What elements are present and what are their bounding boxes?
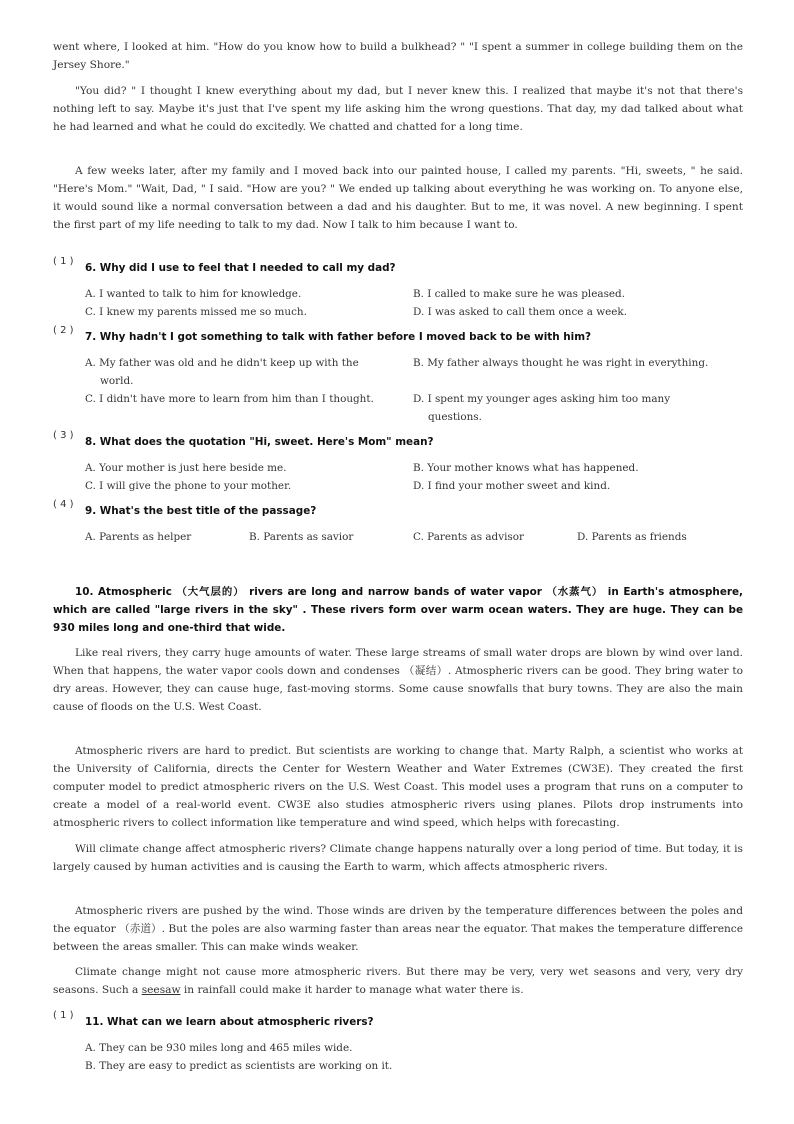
- passage1-paragraph-2: "You did? " I thought I knew everything about my dad, but I never knew this. I realized that maybe it's not that there's nothing left to say. Maybe it's just that I've spent my life asking him the wrong questions. That day, my dad talked about what he had learned and what he could do excitedly. We chatted and chatted for a long time.: [53, 85, 743, 133]
- question-8-option-d[interactable]: D. I find your mother sweet and kind.: [413, 480, 611, 492]
- question-6-option-d[interactable]: D. I was asked to call them once a week.: [413, 306, 628, 318]
- question-11-option-a[interactable]: A. They can be 930 miles long and 465 miles wide.: [85, 1042, 353, 1054]
- question-number: ( 1 ): [53, 256, 74, 267]
- passage2-paragraph-3: Will climate change affect atmospheric rivers? Climate change happens naturally over a long period of time. But today, it is largely caused by human activities and is causing the Earth to warm, which affects atmospheric rivers.: [53, 843, 743, 873]
- question-number: ( 3 ): [53, 430, 74, 441]
- question-7-text: 7. Why hadn't I got something to talk with father before I moved back to be with him?: [85, 331, 592, 343]
- question-number: ( 4 ): [53, 499, 74, 510]
- question-11-option-b[interactable]: B. They are easy to predict as scientists are working on it.: [85, 1060, 393, 1072]
- question-9-text: 9. What's the best title of the passage?: [85, 505, 317, 517]
- underlined-word: seesaw: [141, 984, 181, 996]
- question-9-option-b[interactable]: B. Parents as savior: [249, 531, 354, 543]
- question-number: ( 2 ): [53, 325, 74, 336]
- question-8-option-c[interactable]: C. I will give the phone to your mother.: [85, 480, 292, 492]
- question-8-option-a[interactable]: A. Your mother is just here beside me.: [85, 462, 287, 474]
- question-7-option-b[interactable]: B. My father always thought he was right in everything.: [413, 357, 709, 369]
- question-6-option-b[interactable]: B. I called to make sure he was pleased.: [413, 288, 626, 300]
- question-7-option-c[interactable]: C. I didn't have more to learn from him than I thought.: [85, 393, 374, 405]
- paragraph-text: in rainfall could make it harder to manage what water there is.: [180, 984, 524, 996]
- passage2-paragraph-4: Atmospheric rivers are pushed by the wind. Those winds are driven by the temperature differences between the poles and the equator （赤道）. But the poles are also warming faster than areas near the equator. That makes the temperature difference between the areas smaller. This can make winds weaker.: [53, 905, 743, 953]
- question-9-option-c[interactable]: C. Parents as advisor: [413, 531, 524, 543]
- passage1-paragraph-1: went where, I looked at him. "How do you know how to build a bulkhead? " "I spent a summer in college building them on the Jersey Shore.": [53, 41, 743, 71]
- question-8-option-b[interactable]: B. Your mother knows what has happened.: [413, 462, 639, 474]
- passage1-paragraph-3: A few weeks later, after my family and I moved back into our painted house, I called my parents. "Hi, sweets, " he said. "Here's Mom." "Wait, Dad, " I said. "How are you? " We ended up talking about everything he was working on. To anyone else, it would sound like a normal conversation between a dad and his daughter. But to me, it was novel. A new beginning. I spent the first part of my life needing to talk to my dad. Now I talk to him because I want to.: [53, 165, 743, 231]
- question-7-option-a[interactable]: A. My father was old and he didn't keep up with the world.: [85, 357, 359, 387]
- question-6-option-a[interactable]: A. I wanted to talk to him for knowledge.: [85, 288, 302, 300]
- question-11-text: 11. What can we learn about atmospheric rivers?: [85, 1016, 374, 1028]
- question-6-option-c[interactable]: C. I knew my parents missed me so much.: [85, 306, 307, 318]
- question-number: ( 1 ): [53, 1010, 74, 1021]
- question-6-text: 6. Why did I use to feel that I needed to call my dad?: [85, 262, 396, 274]
- passage2-paragraph-2: Atmospheric rivers are hard to predict. But scientists are working to change that. Marty Ralph, a scientist who works at the University of California, directs the Center for Western Weather and Water Extremes (CW3E). They created the first computer model to predict atmospheric rivers on the U.S. West Coast. This model uses a program that runs on a computer to create a model of a real-world event. CW3E also studies atmospheric rivers using planes. Pilots drop instruments into atmospheric rivers to collect information like temperature and wind speed, which helps with forecasting.: [53, 745, 743, 829]
- question-9-option-a[interactable]: A. Parents as helper: [85, 531, 192, 543]
- paragraph-text: Climate change might not cause more atmospheric rivers. But there may be very, very wet seasons and very, very dry seasons. Such a: [53, 966, 743, 996]
- passage2-paragraph-5: [53, 963, 743, 999]
- question-9-option-d[interactable]: D. Parents as friends: [577, 531, 687, 543]
- passage2-intro: 10. Atmospheric （大气层的） rivers are long and narrow bands of water vapor （水蒸气） in Earth's atmosphere, which are called "large rivers in the sky" . These rivers form over warm ocean waters. They are huge. They can be 930 miles long and one-third that wide.: [53, 586, 743, 634]
- passage2-paragraph-1: Like real rivers, they carry huge amounts of water. These large streams of small water drops are blown by wind over land. When that happens, the water vapor cools down and condenses （凝结）. Atmospheric rivers can be good. They bring water to dry areas. However, they can cause huge, fast-moving storms. Some cause snowfalls that bury towns. They are also the main cause of floods on the U.S. West Coast.: [53, 647, 743, 713]
- question-8-text: 8. What does the quotation "Hi, sweet. Here's Mom" mean?: [85, 436, 434, 448]
- question-7-option-d[interactable]: D. I spent my younger ages asking him too many questions.: [413, 393, 671, 423]
